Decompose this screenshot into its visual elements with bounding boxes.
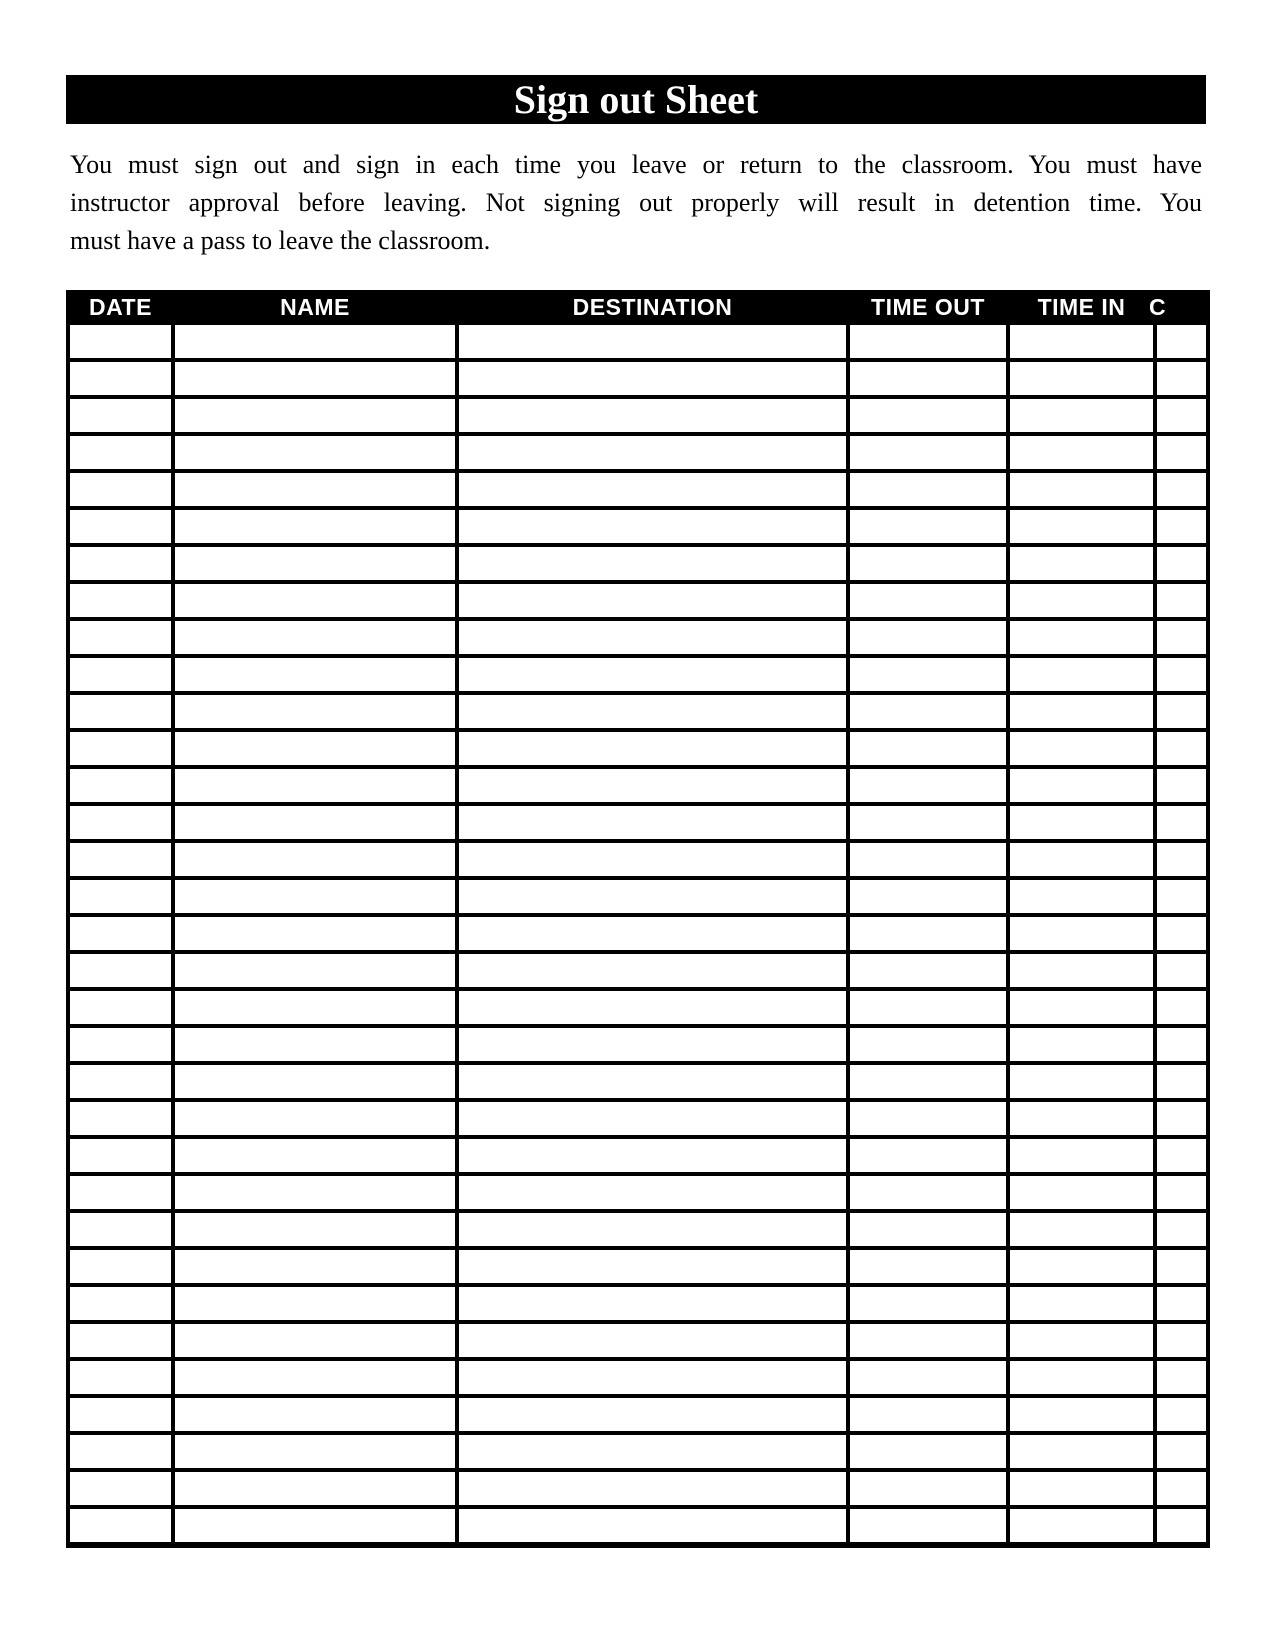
table-row [68, 1063, 1208, 1100]
table-cell-empty [68, 1507, 173, 1545]
table-cell-empty [68, 1211, 173, 1248]
table-cell-empty [848, 397, 1008, 434]
table-cell-empty [1155, 878, 1208, 915]
table-cell-empty [1155, 730, 1208, 767]
intro-line-1: You must sign out and sign in each time you leave or return to the classroom. You must have [70, 150, 1202, 179]
table-cell-empty [173, 1507, 457, 1545]
table-cell-empty [1155, 471, 1208, 508]
table-cell-empty [848, 767, 1008, 804]
table-cell-empty [68, 1470, 173, 1507]
table-cell-empty [1155, 1285, 1208, 1322]
table-cell-empty [1008, 1063, 1155, 1100]
table-cell-empty [457, 915, 848, 952]
table-cell-empty [173, 1359, 457, 1396]
table-cell-empty [173, 619, 457, 656]
sign-out-table [66, 290, 1210, 1548]
table-cell-empty [173, 878, 457, 915]
table-row [68, 545, 1208, 582]
table-cell-empty [457, 767, 848, 804]
column-header-time-in-label: TIME IN [1037, 294, 1126, 320]
column-header-check-label: C [1148, 294, 1167, 320]
table-cell-empty [848, 545, 1008, 582]
table-cell-empty [1008, 878, 1155, 915]
table-cell-empty [1008, 508, 1155, 545]
table-cell-empty [68, 1063, 173, 1100]
table-cell-empty [457, 619, 848, 656]
table-cell-empty [173, 1285, 457, 1322]
table-cell-empty [848, 1470, 1008, 1507]
table-cell-empty [68, 730, 173, 767]
table-cell-empty [1008, 360, 1155, 397]
table-cell-empty [173, 434, 457, 471]
table-cell-empty [1155, 804, 1208, 841]
column-header-check [1148, 292, 1208, 323]
table-cell-empty [173, 360, 457, 397]
table-cell-empty [1008, 1026, 1155, 1063]
table-row [68, 434, 1208, 471]
table-cell-empty [173, 656, 457, 693]
column-header-name [173, 292, 457, 323]
table-cell-empty [1008, 545, 1155, 582]
table-cell-empty [173, 323, 457, 360]
table-cell-empty [1155, 434, 1208, 471]
table-cell-empty [457, 1285, 848, 1322]
table-cell-empty [1155, 1322, 1208, 1359]
table-cell-empty [1008, 1433, 1155, 1470]
table-row [68, 1359, 1208, 1396]
table-cell-empty [1155, 1026, 1208, 1063]
table-cell-empty [173, 730, 457, 767]
table-cell-empty [1155, 1211, 1208, 1248]
table-cell-empty [1008, 730, 1155, 767]
table-cell-empty [848, 1063, 1008, 1100]
table-cell-empty [457, 1433, 848, 1470]
table-row [68, 397, 1208, 434]
table-cell-empty [1008, 915, 1155, 952]
table-cell-empty [457, 693, 848, 730]
table-cell-empty [68, 1396, 173, 1433]
column-header-date-label: DATE [89, 294, 152, 320]
table-cell-empty [848, 915, 1008, 952]
table-cell-empty [1155, 1248, 1208, 1285]
table-cell-empty [1008, 1396, 1155, 1433]
table-cell-empty [1155, 1396, 1208, 1433]
table-cell-empty [848, 582, 1008, 619]
table-cell-empty [848, 730, 1008, 767]
table-cell-empty [1008, 1174, 1155, 1211]
table-row [68, 1211, 1208, 1248]
table-cell-empty [68, 804, 173, 841]
table-cell-empty [848, 989, 1008, 1026]
table-cell-empty [68, 693, 173, 730]
table-cell-empty [1155, 545, 1208, 582]
table-cell-empty [1008, 693, 1155, 730]
table-row [68, 1433, 1208, 1470]
table-cell-empty [848, 1359, 1008, 1396]
table-cell-empty [1155, 1433, 1208, 1470]
table-cell-empty [1155, 619, 1208, 656]
table-cell-empty [173, 471, 457, 508]
table-cell-empty [173, 915, 457, 952]
table-cell-empty [68, 1100, 173, 1137]
table-cell-empty [68, 471, 173, 508]
table-cell-empty [1008, 471, 1155, 508]
table-cell-empty [173, 1396, 457, 1433]
table-cell-empty [848, 693, 1008, 730]
table-cell-empty [1155, 693, 1208, 730]
table-row [68, 582, 1208, 619]
table-cell-empty [457, 1470, 848, 1507]
table-cell-empty [68, 1433, 173, 1470]
table-row [68, 656, 1208, 693]
table-row [68, 1470, 1208, 1507]
table-cell-empty [848, 1211, 1008, 1248]
table-cell-empty [1155, 1100, 1208, 1137]
table-cell-empty [457, 1174, 848, 1211]
table-cell-empty [457, 1248, 848, 1285]
table-row [68, 915, 1208, 952]
table-row [68, 619, 1208, 656]
table-cell-empty [68, 397, 173, 434]
table-cell-empty [848, 619, 1008, 656]
table-cell-empty [1008, 1285, 1155, 1322]
table-cell-empty [457, 1137, 848, 1174]
table-row [68, 1100, 1208, 1137]
table-cell-empty [1008, 397, 1155, 434]
table-cell-empty [848, 1248, 1008, 1285]
table-cell-empty [68, 434, 173, 471]
table-cell-empty [1155, 1137, 1208, 1174]
table-cell-empty [848, 323, 1008, 360]
table-cell-empty [848, 1174, 1008, 1211]
table-cell-empty [457, 360, 848, 397]
table-cell-empty [1008, 656, 1155, 693]
table-cell-empty [68, 323, 173, 360]
table-cell-empty [848, 1396, 1008, 1433]
table-cell-empty [1155, 508, 1208, 545]
table-row [68, 989, 1208, 1026]
table-cell-empty [848, 434, 1008, 471]
table-cell-empty [457, 434, 848, 471]
table-cell-empty [68, 508, 173, 545]
table-row [68, 878, 1208, 915]
table-cell-empty [848, 1026, 1008, 1063]
table-cell-empty [457, 1396, 848, 1433]
table-cell-empty [457, 1100, 848, 1137]
table-row [68, 471, 1208, 508]
table-cell-empty [848, 1322, 1008, 1359]
table-cell-empty [1008, 767, 1155, 804]
table-cell-empty [457, 989, 848, 1026]
table-row [68, 1137, 1208, 1174]
table-cell-empty [457, 656, 848, 693]
table-cell-empty [1008, 952, 1155, 989]
table-cell-empty [1008, 989, 1155, 1026]
table-cell-empty [457, 878, 848, 915]
table-cell-empty [1008, 1322, 1155, 1359]
column-header-time-out [848, 292, 1008, 323]
table-cell-empty [1008, 1470, 1155, 1507]
table-cell-empty [848, 804, 1008, 841]
page-title: Sign out Sheet [513, 77, 759, 122]
title-bar [66, 75, 1206, 124]
table-row [68, 693, 1208, 730]
table-cell-empty [848, 952, 1008, 989]
table-row [68, 360, 1208, 397]
table-cell-empty [457, 545, 848, 582]
table-cell-empty [848, 508, 1008, 545]
table-cell-empty [1008, 804, 1155, 841]
table-cell-empty [68, 582, 173, 619]
intro-line-2: instructor approval before leaving. Not signing out properly will result in detention time. You [70, 188, 1202, 217]
table-cell-empty [1008, 1137, 1155, 1174]
table-row [68, 730, 1208, 767]
table-cell-empty [68, 989, 173, 1026]
table-cell-empty [173, 1100, 457, 1137]
table-cell-empty [848, 1137, 1008, 1174]
table-cell-empty [173, 1322, 457, 1359]
table-cell-empty [68, 545, 173, 582]
table-row [68, 952, 1208, 989]
table-cell-empty [1155, 1174, 1208, 1211]
column-header-date [68, 292, 173, 323]
column-header-destination [457, 292, 848, 323]
table-row [68, 841, 1208, 878]
table-cell-empty [173, 841, 457, 878]
table-cell-empty [457, 323, 848, 360]
table-cell-empty [457, 471, 848, 508]
table-cell-empty [1155, 841, 1208, 878]
table-row [68, 508, 1208, 545]
table-row [68, 1396, 1208, 1433]
table-cell-empty [457, 1211, 848, 1248]
table-cell-empty [68, 1359, 173, 1396]
table-cell-empty [457, 1359, 848, 1396]
table-cell-empty [68, 1137, 173, 1174]
table-cell-empty [1008, 434, 1155, 471]
column-header-time-in [1008, 292, 1155, 323]
table-cell-empty [68, 1174, 173, 1211]
table-cell-empty [173, 767, 457, 804]
table-cell-empty [1155, 767, 1208, 804]
table-cell-empty [173, 582, 457, 619]
table-cell-empty [457, 804, 848, 841]
table-cell-empty [1155, 1063, 1208, 1100]
table-cell-empty [1008, 1359, 1155, 1396]
table-cell-empty [457, 1322, 848, 1359]
table-row [68, 804, 1208, 841]
column-header-time-out-label: TIME OUT [871, 294, 985, 320]
table-cell-empty [68, 841, 173, 878]
table-cell-empty [1155, 323, 1208, 360]
table-row [68, 1507, 1208, 1545]
table-cell-empty [173, 1026, 457, 1063]
table-cell-empty [848, 1100, 1008, 1137]
column-header-destination-label: DESTINATION [572, 294, 733, 320]
table-cell-empty [457, 582, 848, 619]
table-cell-empty [457, 730, 848, 767]
intro-line-3: must have a pass to leave the classroom. [70, 226, 491, 255]
table-cell-empty [1155, 656, 1208, 693]
table-cell-empty [457, 952, 848, 989]
table-cell-empty [1008, 582, 1155, 619]
table-row [68, 1174, 1208, 1211]
table-cell-empty [848, 1507, 1008, 1545]
table-cell-empty [173, 397, 457, 434]
intro-paragraph [70, 146, 1202, 260]
table-cell-empty [457, 1507, 848, 1545]
table-cell-empty [173, 1174, 457, 1211]
table-cell-empty [1155, 360, 1208, 397]
table-cell-empty [457, 1026, 848, 1063]
table-cell-empty [68, 1322, 173, 1359]
column-header-name-label: NAME [280, 294, 350, 320]
table-cell-empty [173, 1248, 457, 1285]
table-cell-empty [1008, 323, 1155, 360]
table-row [68, 767, 1208, 804]
table-cell-empty [68, 1248, 173, 1285]
table-cell-empty [68, 952, 173, 989]
table-cell-empty [1008, 1248, 1155, 1285]
table-cell-empty [1155, 1470, 1208, 1507]
table-cell-empty [457, 1063, 848, 1100]
table-cell-empty [457, 397, 848, 434]
table-cell-empty [1155, 952, 1208, 989]
table-cell-empty [173, 508, 457, 545]
table-cell-empty [173, 545, 457, 582]
table-cell-empty [848, 360, 1008, 397]
table-cell-empty [68, 1285, 173, 1322]
table-cell-empty [848, 1433, 1008, 1470]
table-cell-empty [1008, 619, 1155, 656]
table-cell-empty [68, 878, 173, 915]
table-cell-empty [1155, 1359, 1208, 1396]
table-row [68, 1322, 1208, 1359]
table-cell-empty [1155, 582, 1208, 619]
table-cell-empty [848, 878, 1008, 915]
table-row [68, 1026, 1208, 1063]
table-cell-empty [173, 1470, 457, 1507]
table-row [68, 1285, 1208, 1322]
table-cell-empty [1155, 989, 1208, 1026]
table-row [68, 1248, 1208, 1285]
table-cell-empty [173, 1137, 457, 1174]
table-cell-empty [1008, 1211, 1155, 1248]
table-row [68, 323, 1208, 360]
table-cell-empty [68, 656, 173, 693]
table-cell-empty [173, 1211, 457, 1248]
table-cell-empty [173, 989, 457, 1026]
table-cell-empty [173, 952, 457, 989]
table-cell-empty [68, 767, 173, 804]
table-cell-empty [848, 1285, 1008, 1322]
table-cell-empty [1155, 915, 1208, 952]
table-cell-empty [68, 915, 173, 952]
table-cell-empty [848, 841, 1008, 878]
table-cell-empty [1008, 841, 1155, 878]
table-cell-empty [173, 804, 457, 841]
table-cell-empty [1008, 1507, 1155, 1545]
table-cell-empty [457, 508, 848, 545]
table-cell-empty [457, 841, 848, 878]
table-cell-empty [848, 656, 1008, 693]
table-cell-empty [173, 1063, 457, 1100]
table-cell-empty [68, 619, 173, 656]
table-cell-empty [1155, 1507, 1208, 1545]
table-cell-empty [68, 1026, 173, 1063]
table-cell-empty [173, 1433, 457, 1470]
table-cell-empty [68, 360, 173, 397]
table-cell-empty [1155, 397, 1208, 434]
table-cell-empty [173, 693, 457, 730]
table-header-row [68, 292, 1208, 323]
table-cell-empty [848, 471, 1008, 508]
table-cell-empty [1008, 1100, 1155, 1137]
